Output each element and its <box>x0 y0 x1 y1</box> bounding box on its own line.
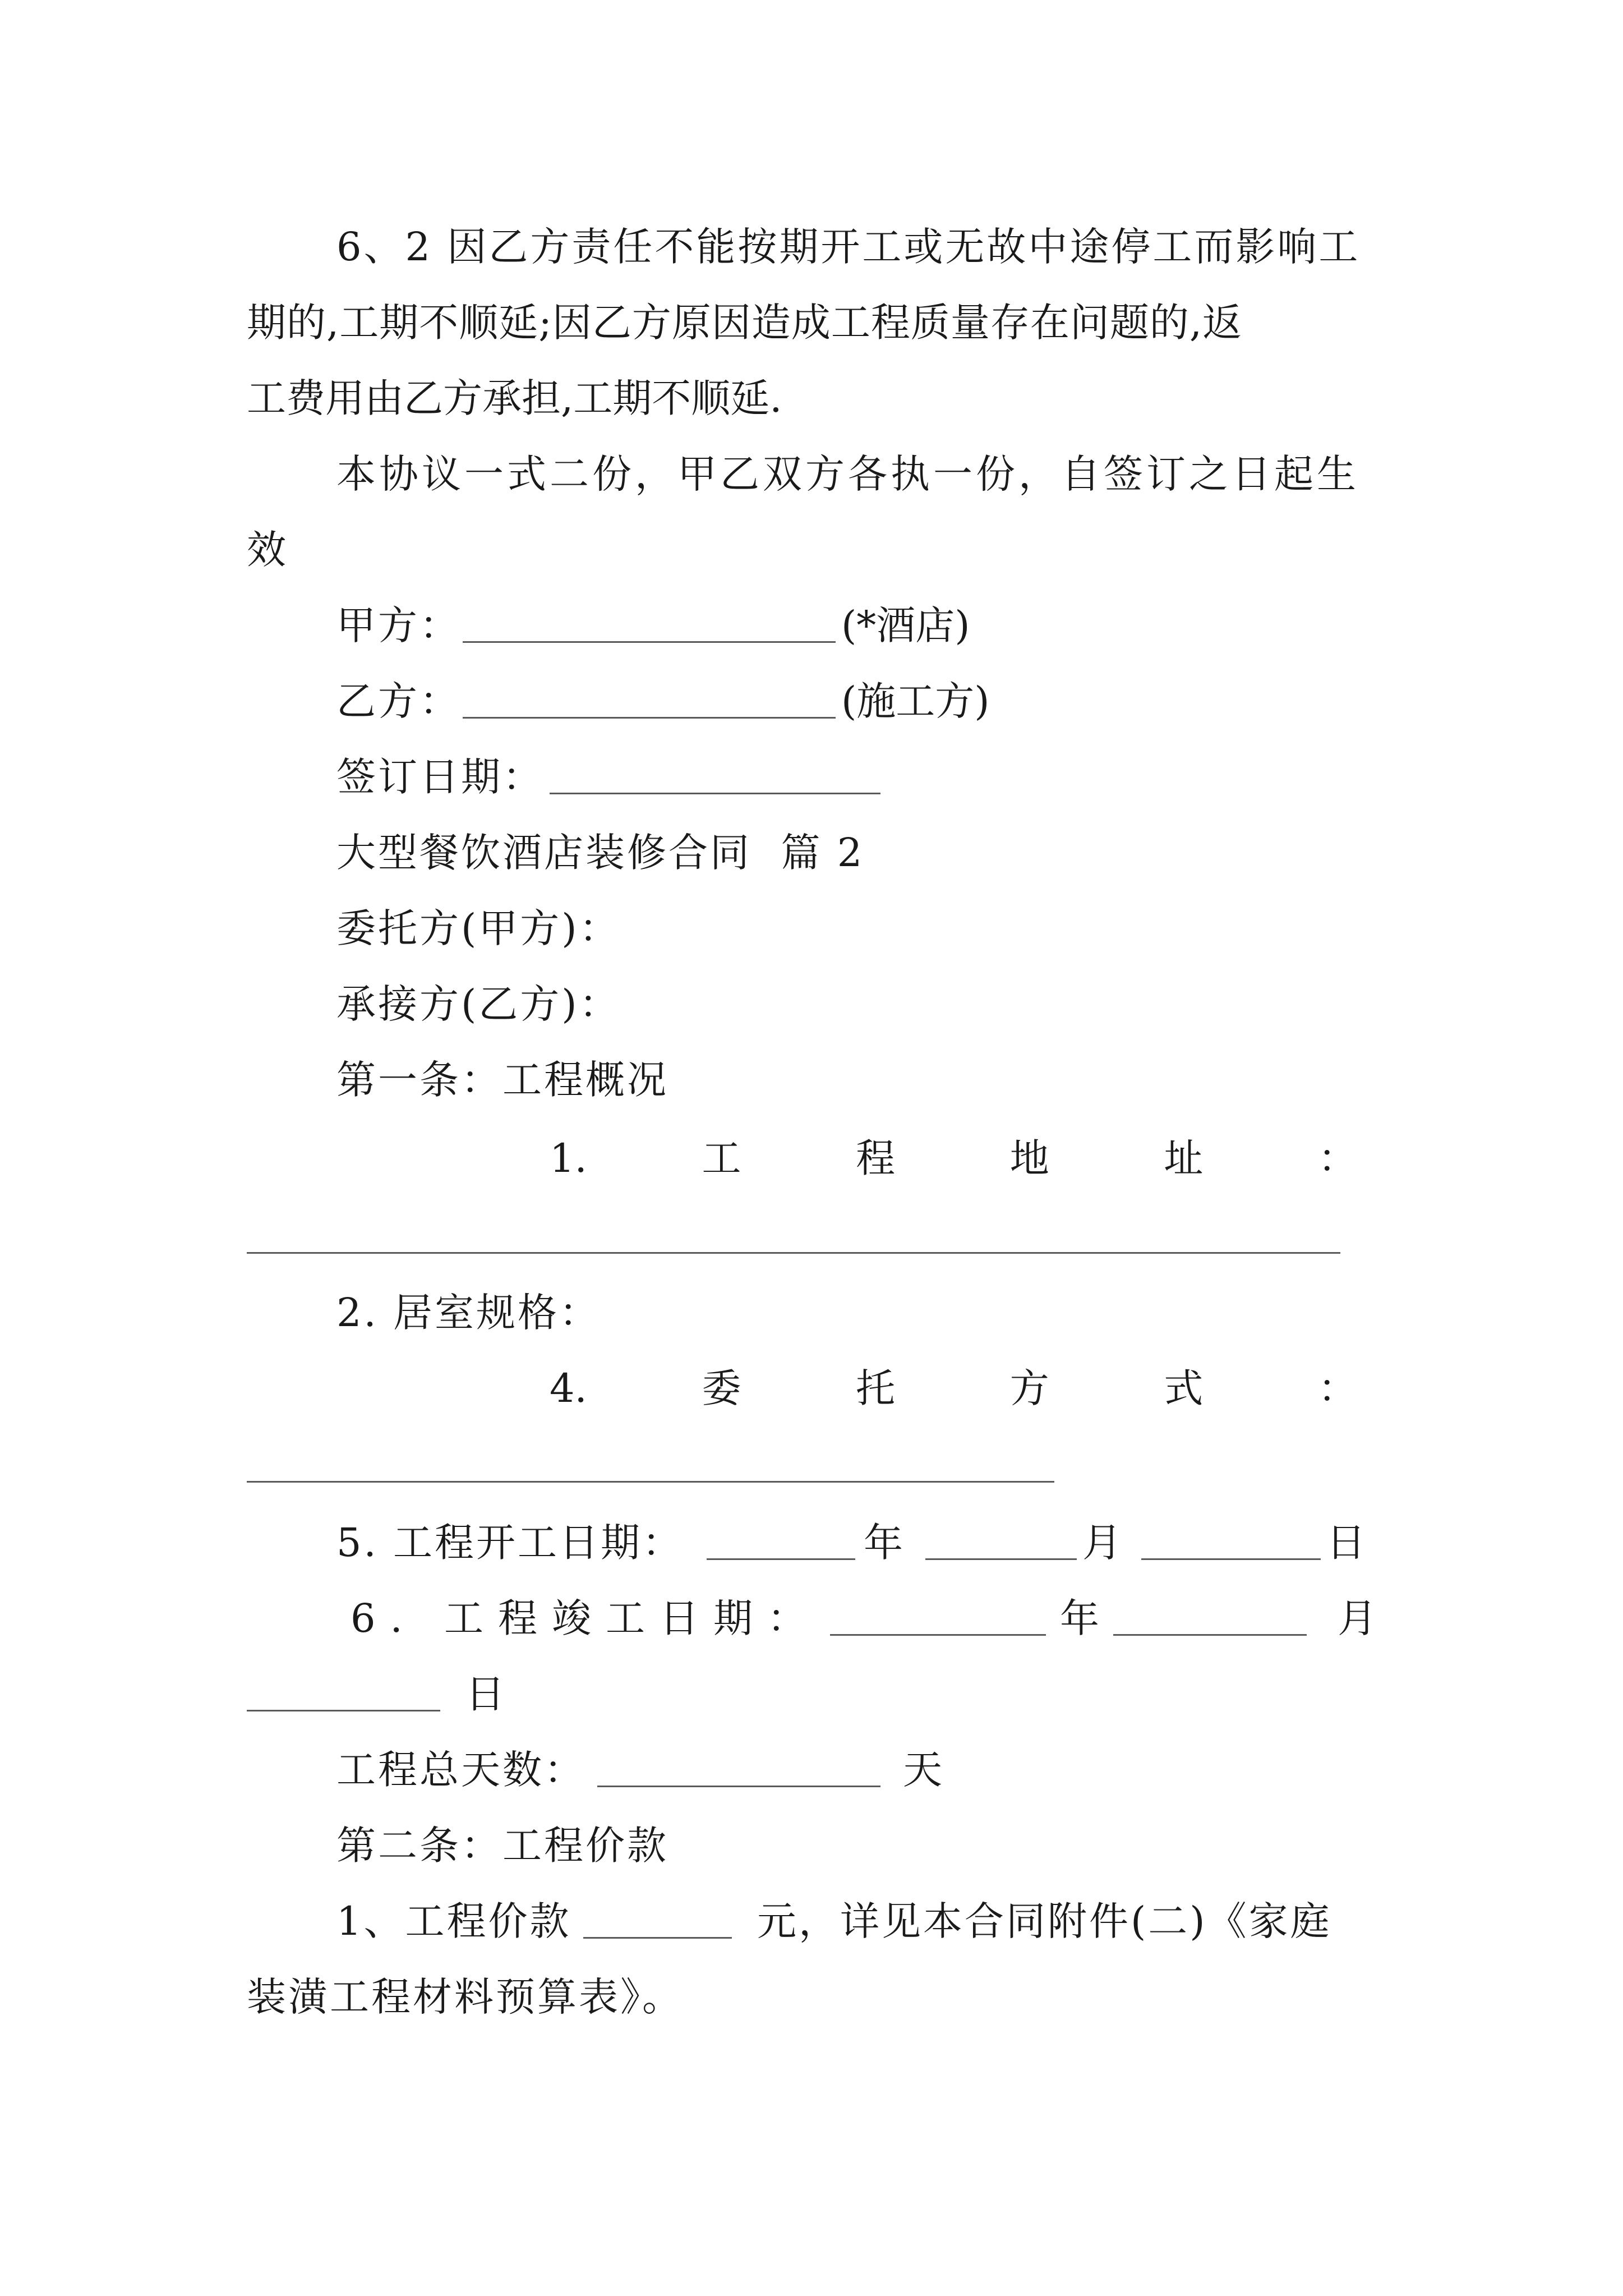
item-5-start-date-label: 5. 工程开工日期： <box>336 1520 684 1566</box>
item-4-char-3: 方 <box>1009 1365 1049 1411</box>
agreement-line-1: 本协议一式二份，甲乙双方各执一份，自签订之日起生 <box>336 451 1359 497</box>
item-5-month-blank <box>925 1558 1077 1560</box>
sign-date-label: 签订日期： <box>336 754 544 800</box>
item-6-month-blank <box>1113 1634 1307 1636</box>
party-a-blank <box>463 641 836 643</box>
party-a-suffix: (*酒店) <box>841 602 970 648</box>
party-b-label: 乙方： <box>336 678 461 724</box>
item-4-char-1: 委 <box>702 1365 741 1411</box>
item-5-day: 日 <box>1326 1520 1366 1566</box>
price-line-2: 装潢工程材料预算表》。 <box>247 1974 684 2020</box>
price-blank <box>583 1937 732 1939</box>
item-6-day-blank <box>247 1710 440 1711</box>
para-6-2-line-3: 工费用由乙方承担,工期不顺延. <box>247 375 782 421</box>
item-6-end-date-label: 6. 工程竣工日期： <box>351 1595 822 1641</box>
item-5-day-blank <box>1141 1558 1321 1560</box>
price-line-1-b: 元，详见本合同附件(二)《家庭 <box>757 1898 1332 1944</box>
item-1-char-2: 程 <box>856 1135 896 1181</box>
item-5-year-blank <box>707 1558 855 1560</box>
item-4-commission-method <box>550 1365 1357 1411</box>
article-1-heading: 第一条：工程概况 <box>336 1057 668 1103</box>
item-5-month: 月 <box>1082 1520 1122 1566</box>
client-party: 委托方(甲方)： <box>336 905 621 951</box>
item-6-day: 日 <box>465 1671 505 1717</box>
contract-heading-2: 大型餐饮酒店装修合同 篇 2 <box>336 830 865 876</box>
item-1-char-4: 址 <box>1164 1135 1204 1181</box>
party-a-label: 甲方： <box>336 602 461 648</box>
item-2-room-spec: 2. 居室规格： <box>336 1290 601 1336</box>
price-line-1-a: 1、工程价款 <box>336 1898 571 1944</box>
item-1-char-3: 地 <box>1009 1135 1049 1181</box>
para-6-2-line-2: 期的,工期不顺延;因乙方原因造成工程质量存在问题的,返 <box>247 300 1243 346</box>
total-days-unit: 天 <box>903 1747 942 1793</box>
item-4-char-5: ： <box>1318 1365 1357 1411</box>
item-1-char-1: 工 <box>702 1135 741 1181</box>
item-5-year: 年 <box>864 1520 903 1566</box>
total-days-label: 工程总天数： <box>336 1747 585 1793</box>
item-1-char-5: ： <box>1318 1135 1357 1181</box>
item-1-number: 1. <box>550 1135 587 1181</box>
item-4-blank <box>247 1481 1054 1483</box>
total-days-blank <box>597 1786 880 1787</box>
item-6-year: 年 <box>1060 1595 1099 1641</box>
item-1-blank <box>247 1252 1340 1254</box>
party-b-blank <box>463 717 836 719</box>
article-2-heading: 第二条：工程价款 <box>336 1823 668 1869</box>
sign-date-blank <box>550 793 880 794</box>
item-4-char-4: 式 <box>1164 1365 1204 1411</box>
contractor-party: 承接方(乙方)： <box>336 981 621 1027</box>
item-1-project-address <box>550 1135 1357 1181</box>
item-4-char-2: 托 <box>856 1365 896 1411</box>
item-4-number: 4. <box>550 1365 587 1411</box>
item-6-month: 月 <box>1338 1595 1377 1641</box>
item-6-year-blank <box>830 1634 1046 1636</box>
para-6-2-line-1: 6、2 因乙方责任不能按期开工或无故中途停工而影响工 <box>336 224 1361 270</box>
party-b-suffix: (施工方) <box>841 678 990 724</box>
agreement-line-2: 效 <box>247 527 286 573</box>
